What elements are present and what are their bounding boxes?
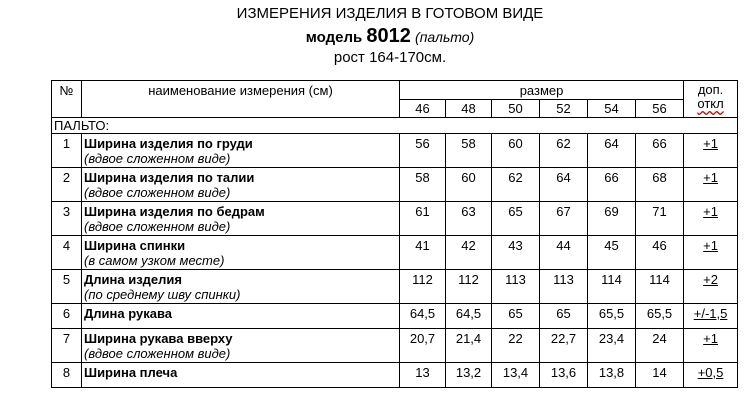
row-number: 7 xyxy=(52,329,82,363)
measurement-value: 113 xyxy=(540,270,588,304)
measurement-value: 69 xyxy=(588,202,636,236)
tolerance-cell xyxy=(684,134,738,168)
measurement-value: 65 xyxy=(492,304,540,329)
tolerance-cell xyxy=(684,202,738,236)
table-row xyxy=(52,168,738,202)
measurement-value: 22,7 xyxy=(540,329,588,363)
measurement-note: (вдвое сложенном виде) xyxy=(84,151,231,166)
measurement-value: 43 xyxy=(492,236,540,270)
tolerance-cell xyxy=(684,236,738,270)
measurement-name: Ширина рукава вверху xyxy=(84,331,233,346)
table-row xyxy=(52,270,738,304)
tolerance-value: +1 xyxy=(703,238,718,253)
measurement-value: 44 xyxy=(540,236,588,270)
tolerance-cell xyxy=(684,168,738,202)
measurement-value: 56 xyxy=(400,134,446,168)
measurement-name-cell xyxy=(82,329,400,363)
measurement-value: 62 xyxy=(540,134,588,168)
measurement-value: 68 xyxy=(636,168,684,202)
measurement-name-cell xyxy=(82,270,400,304)
tolerance-cell xyxy=(684,329,738,363)
measurement-value: 114 xyxy=(636,270,684,304)
measurement-value: 45 xyxy=(588,236,636,270)
measurement-note: (по среднему шву спинки) xyxy=(84,287,241,302)
measurement-value: 58 xyxy=(400,168,446,202)
measurement-value: 64,5 xyxy=(446,304,492,329)
measurement-value: 65,5 xyxy=(588,304,636,329)
measurement-value: 42 xyxy=(446,236,492,270)
measurement-note: (в самом узком месте) xyxy=(84,253,225,268)
measurement-value: 65,5 xyxy=(636,304,684,329)
measurement-name: Ширина плеча xyxy=(84,365,178,380)
tolerance-value: +1 xyxy=(703,170,718,185)
size-header-cell: 54 xyxy=(588,100,636,118)
column-tolerance-header xyxy=(684,81,738,118)
table-row xyxy=(52,304,738,329)
row-number: 8 xyxy=(52,363,82,388)
measurement-name: Ширина изделия по талии xyxy=(84,170,255,185)
tolerance-value: +/-1,5 xyxy=(693,306,728,321)
measurement-value: 67 xyxy=(540,202,588,236)
measurement-name: Ширина спинки xyxy=(84,238,186,253)
measurement-value: 22 xyxy=(492,329,540,363)
model-line xyxy=(0,25,751,48)
column-number-header: № xyxy=(52,81,82,118)
model-label: модель xyxy=(305,29,363,46)
size-header-cell: 50 xyxy=(492,100,540,118)
measurement-value: 21,4 xyxy=(446,329,492,363)
measurement-name-cell xyxy=(82,236,400,270)
table-row xyxy=(52,236,738,270)
measurement-value: 65 xyxy=(540,304,588,329)
size-header-cell: 52 xyxy=(540,100,588,118)
measurement-note: (вдвое сложенном виде) xyxy=(84,219,231,234)
column-name-header: наименование измерения (см) xyxy=(82,81,400,118)
measurement-name: Ширина изделия по бедрам xyxy=(84,204,265,219)
measurement-value: 66 xyxy=(636,134,684,168)
measurement-value: 13 xyxy=(400,363,446,388)
measurement-name-cell xyxy=(82,202,400,236)
tolerance-value: +1 xyxy=(703,136,718,151)
tolerance-value: +1 xyxy=(703,204,718,219)
measurement-value: 64 xyxy=(540,168,588,202)
row-number: 1 xyxy=(52,134,82,168)
model-number: 8012 xyxy=(366,25,411,47)
measurement-value: 64 xyxy=(588,134,636,168)
measurement-value: 41 xyxy=(400,236,446,270)
tolerance-value: +2 xyxy=(703,272,718,287)
measurement-value: 112 xyxy=(446,270,492,304)
measurement-value: 114 xyxy=(588,270,636,304)
measurement-value: 64,5 xyxy=(400,304,446,329)
measurement-value: 23,4 xyxy=(588,329,636,363)
measurement-value: 24 xyxy=(636,329,684,363)
measurement-name-cell xyxy=(82,363,400,388)
measurement-name-cell xyxy=(82,134,400,168)
column-size-header: размер xyxy=(400,81,684,100)
tolerance-cell xyxy=(684,363,738,388)
measurement-value: 60 xyxy=(446,168,492,202)
measurement-value: 66 xyxy=(588,168,636,202)
row-number: 6 xyxy=(52,304,82,329)
tolerance-header-line2: откл xyxy=(697,96,724,111)
measurement-name: Длина изделия xyxy=(84,272,182,287)
measurement-value: 61 xyxy=(400,202,446,236)
measurement-value: 60 xyxy=(492,134,540,168)
measurement-name: Длина рукава xyxy=(84,306,172,321)
size-header-cell: 48 xyxy=(446,100,492,118)
measurement-note: (вдвое сложенном виде) xyxy=(84,346,231,361)
measurement-value: 14 xyxy=(636,363,684,388)
size-header-cell: 56 xyxy=(636,100,684,118)
row-number: 4 xyxy=(52,236,82,270)
table-row xyxy=(52,134,738,168)
table-row xyxy=(52,329,738,363)
measurement-value: 71 xyxy=(636,202,684,236)
measurement-value: 63 xyxy=(446,202,492,236)
size-header-cell: 46 xyxy=(400,100,446,118)
document-title: ИЗМЕРЕНИЯ ИЗДЕЛИЯ В ГОТОВОМ ВИДЕ xyxy=(236,5,544,22)
measurement-note: (вдвое сложенном виде) xyxy=(84,185,231,200)
model-kind: (пальто) xyxy=(415,29,475,45)
measurements-table xyxy=(51,80,738,388)
measurement-value: 58 xyxy=(446,134,492,168)
measurement-value: 13,4 xyxy=(492,363,540,388)
row-number: 5 xyxy=(52,270,82,304)
table-row xyxy=(52,202,738,236)
row-number: 3 xyxy=(52,202,82,236)
row-number: 2 xyxy=(52,168,82,202)
measurement-value: 112 xyxy=(400,270,446,304)
measurement-value: 20,7 xyxy=(400,329,446,363)
tolerance-value: +0,5 xyxy=(697,365,724,380)
measurement-name: Ширина изделия по груди xyxy=(84,136,253,151)
measurement-name-cell xyxy=(82,168,400,202)
height-range: рост 164-170см. xyxy=(333,49,447,66)
measurement-value: 13,6 xyxy=(540,363,588,388)
measurement-name-cell xyxy=(82,304,400,329)
tolerance-value: +1 xyxy=(703,331,718,346)
measurement-value: 46 xyxy=(636,236,684,270)
measurement-value: 65 xyxy=(492,202,540,236)
tolerance-cell xyxy=(684,270,738,304)
tolerance-cell xyxy=(684,304,738,329)
tolerance-header-line1: доп. xyxy=(697,82,724,97)
measurement-value: 113 xyxy=(492,270,540,304)
measurement-value: 13,8 xyxy=(588,363,636,388)
table-row xyxy=(52,363,738,388)
measurement-value: 62 xyxy=(492,168,540,202)
section-label: ПАЛЬТО: xyxy=(52,118,738,134)
measurement-value: 13,2 xyxy=(446,363,492,388)
